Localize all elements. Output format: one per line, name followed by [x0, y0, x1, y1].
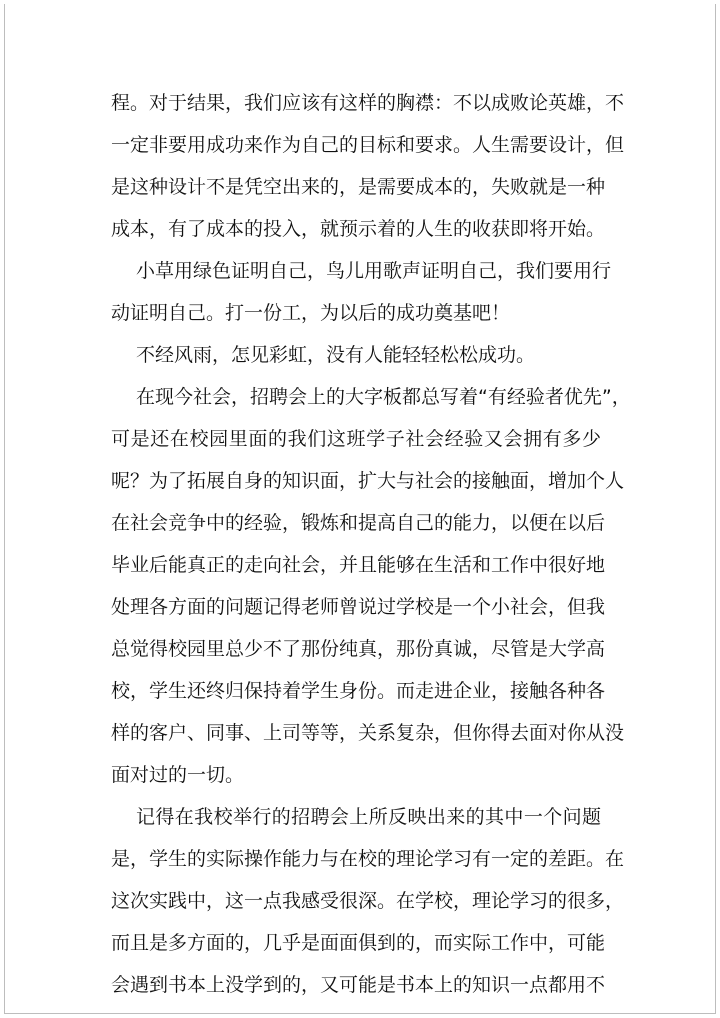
text-line-4: 成本，有了成本的投入，就预示着的人生的收获即将开始。: [111, 218, 606, 240]
text-line-12: 毕业后能真正的走向社会，并且能够在生活和工作中很好地: [111, 554, 606, 576]
document-body: [111, 82, 631, 1006]
text-line-11: 在社会竞争中的经验，锻炼和提高自己的能力，以便在以后: [111, 512, 606, 534]
text-line-15: 校，学生还终归保持着学生身份。而走进企业，接触各种各: [111, 680, 606, 702]
text-line-20: 这次实践中，这一点我感受很深。在学校，理论学习的很多，: [111, 890, 625, 912]
text-line-3: 是这种设计不是凭空出来的，是需要成本的，失败就是一种: [111, 176, 606, 198]
text-line-18: 记得在我校举行的招聘会上所反映出来的其中一个问题: [136, 806, 601, 828]
text-line-21: 而且是多方面的，几乎是面面俱到的，而实际工作中，可能: [111, 932, 606, 954]
text-line-13: 处理各方面的问题记得老师曾说过学校是一个小社会，但我: [111, 596, 606, 618]
text-line-10: 呢？为了拓展自身的知识面，扩大与社会的接触面，增加个人: [111, 470, 625, 492]
text-line-8: 在现今社会，招聘会上的大字板都总写着“有经验者优先”，: [136, 386, 631, 408]
text-line-5: 小草用绿色证明自己，鸟儿用歌声证明自己，我们要用行: [136, 260, 612, 282]
text-line-6: 动证明自己。打一份工，为以后的成功奠基吧！: [111, 302, 511, 324]
text-line-14: 总觉得校园里总少不了那份纯真，那份真诚，尽管是大学高: [111, 638, 606, 660]
text-line-17: 面对过的一切。: [111, 764, 245, 786]
text-line-7: 不经风雨，怎见彩虹，没有人能轻轻松松成功。: [136, 344, 536, 366]
text-line-1: 程。对于结果，我们应该有这样的胸襟：不以成败论英雄，不: [111, 92, 625, 114]
text-line-9: 可是还在校园里面的我们这班学子社会经验又会拥有多少: [111, 428, 601, 450]
text-line-22: 会遇到书本上没学到的，又可能是书本上的知识一点都用不: [111, 974, 606, 996]
text-line-16: 样的客户、同事、上司等等，关系复杂，但你得去面对你从没: [111, 722, 625, 744]
text-line-19: 是，学生的实际操作能力与在校的理论学习有一定的差距。在: [111, 848, 625, 870]
text-line-2: 一定非要用成功来作为自己的目标和要求。人生需要设计，但: [111, 134, 625, 156]
